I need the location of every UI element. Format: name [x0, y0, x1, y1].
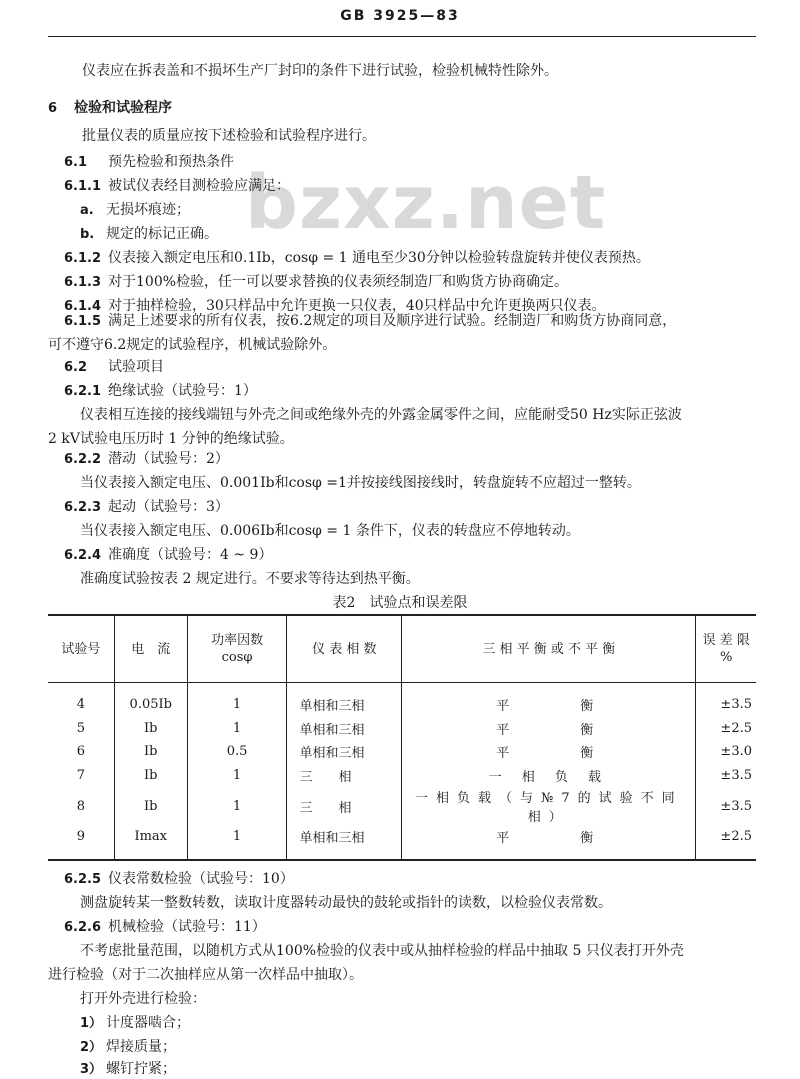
cell-test-no: 9: [48, 825, 114, 860]
cell-current: 0.05Ib: [114, 683, 187, 717]
text-line: [64, 450, 229, 469]
cell-power-factor: 1: [187, 717, 287, 741]
cell-error-limit: ±3.5: [696, 787, 756, 825]
text-line: [64, 153, 234, 172]
header-current: [114, 615, 187, 683]
text-line: [80, 474, 641, 492]
text-line: [64, 382, 257, 401]
cell-error-limit: ±3.5: [696, 764, 756, 788]
header-text: cosφ: [221, 650, 253, 665]
clause-text: 被试仪表经目测检验应满足：: [108, 178, 290, 194]
clause-text: 满足上述要求的所有仪表，按6.2规定的项目及顺序进行试验。经制造厂和购货方协商同意，: [108, 313, 677, 329]
cell-balance: 一 相 负 载: [402, 764, 696, 788]
clause-number: 6.1.5: [64, 314, 102, 329]
cell-phases: 单相和三相: [287, 717, 402, 741]
clause-number: 6.2: [64, 360, 88, 375]
text-line: [80, 1060, 176, 1079]
clause-text: 当仪表接入额定电压、0.001Ib和cosφ =1并按接线图接线时，转盘旋转不应超过一整转。: [80, 475, 641, 491]
cell-power-factor: 1: [187, 683, 287, 717]
cell-error-limit: ±2.5: [696, 825, 756, 860]
clause-text: 对于100%检验，任一可以要求替换的仪表须经制造厂和购货方协商确定。: [108, 274, 569, 290]
text-line: [80, 225, 218, 244]
text-line: [48, 430, 294, 448]
table-header-row: [48, 615, 756, 683]
text-line: [64, 177, 290, 196]
clause-number: 6.2.6: [64, 920, 102, 935]
cell-test-no: 4: [76, 697, 86, 713]
header-text: 电 流: [131, 641, 171, 657]
text-line: [48, 336, 336, 354]
table-row: [48, 764, 756, 788]
clause-number: 6.1.3: [64, 275, 102, 290]
clause-text: 准确度试验按表 2 规定进行。不要求等待达到热平衡。: [80, 571, 420, 587]
clause-text: 进行检验（对于二次抽样应从第一次样品中抽取）。: [48, 967, 363, 983]
clause-number: 6.2.1: [64, 384, 102, 399]
clause-text: 预先检验和预热条件: [108, 154, 234, 170]
header-phases: [287, 615, 402, 683]
header-text: 试验号: [61, 641, 101, 657]
text-line: [64, 312, 676, 331]
cell-current: Imax: [114, 825, 187, 860]
header-text: 误 差 限: [702, 633, 750, 648]
clause-text: 打开外壳进行检验：: [80, 991, 206, 1007]
clause-number: 6.1.4: [64, 299, 102, 314]
header-balance: [402, 615, 696, 683]
cell-power-factor: 0.5: [187, 740, 287, 764]
text-line: [64, 546, 272, 565]
cell-phases: 单相和三相: [287, 740, 402, 764]
cell-balance: 平 衡: [402, 683, 696, 717]
clause-text: 试验项目: [108, 359, 164, 375]
cell-error-limit: ±3.0: [696, 740, 756, 764]
text-line: [80, 201, 190, 220]
cell-power-factor: 1: [187, 825, 287, 860]
table-caption: 表2 试验点和误差限: [332, 595, 468, 611]
clause-text: 仪表相互连接的接线端钮与外壳之间或绝缘外壳的外露金属零件之间，应能耐受50 Hz实际正弦波: [80, 407, 682, 423]
cell-current: Ib: [114, 740, 187, 764]
text-line: [80, 942, 684, 960]
clause-number: 6.2.3: [64, 500, 102, 515]
cell-current: Ib: [114, 717, 187, 741]
clause-text: 仪表常数检验（试验号：10）: [108, 871, 294, 887]
cell-power-factor: 1: [187, 787, 287, 825]
clause-text: 测盘旋转某一整数转数，读取计度器转动最快的鼓轮或指针的读数，以检验仪表常数。: [80, 895, 612, 911]
cell-error-limit: ±2.5: [696, 717, 756, 741]
text-line: [80, 1014, 190, 1033]
clause-number: 6.1.1: [64, 179, 102, 194]
watermark: bzxz.net: [245, 160, 607, 246]
clause-text: 准确度（试验号：4 ~ 9）: [108, 547, 273, 563]
header-text: 功率因数: [211, 633, 264, 648]
header-rule: [48, 36, 756, 37]
cell-balance: 平 衡: [402, 740, 696, 764]
clause-number: 3）: [80, 1062, 103, 1077]
clause-text: 批量仪表的质量应按下述检验和试验程序进行。: [82, 128, 376, 144]
clause-text: 检验和试验程序: [74, 100, 172, 116]
clause-text: 机械检验（试验号：11）: [108, 919, 266, 935]
clause-text: 2 kV试验电压历时 1 分钟的绝缘试验。: [48, 431, 294, 447]
clause-number: 6.1.2: [64, 251, 102, 266]
header-text: 仪 表 相 数: [312, 641, 377, 657]
clause-number: 6.2.5: [64, 872, 102, 887]
cell-current: Ib: [114, 764, 187, 788]
header-text: 三 相 平 衡 或 不 平 衡: [482, 641, 616, 657]
text-line: [80, 522, 580, 540]
cell-test-no: 8: [76, 798, 86, 814]
text-line: [80, 1038, 176, 1057]
cell-current: Ib: [114, 787, 187, 825]
text-line: [80, 990, 206, 1008]
clause-number: 2）: [80, 1040, 103, 1055]
text-line: [64, 358, 164, 377]
clause-text: 绝缘试验（试验号：1）: [108, 383, 257, 399]
clause-text: 不考虑批量范围，以随机方式从100%检验的仪表中或从抽样检验的样品中抽取 5 只仪表打开外壳: [80, 943, 684, 959]
text-line: [48, 966, 363, 984]
text-line: [80, 570, 420, 588]
cell-phases: 单相和三相: [287, 825, 402, 860]
table-body: [48, 683, 756, 860]
cell-phases: 三 相: [287, 787, 402, 825]
header-text: %: [720, 650, 733, 665]
clause-number: b.: [80, 227, 95, 242]
table-row: [48, 740, 756, 764]
text-line: [82, 127, 376, 145]
cell-test-no: 6: [76, 744, 86, 760]
cell-phases: 单相和三相: [287, 683, 402, 717]
cell-power-factor: 1: [187, 764, 287, 788]
text-line: [64, 918, 266, 937]
clause-text: 仪表接入额定电压和0.1Ib，cosφ = 1 通电至少30分钟以检验转盘旋转并使仪表预热。: [108, 250, 650, 266]
clause-text: 可不遵守6.2规定的试验程序，机械试验除外。: [48, 337, 337, 353]
cell-test-no: 7: [76, 767, 86, 783]
table-row: [48, 717, 756, 741]
test-points-table: [48, 614, 756, 861]
header-error-limit: [696, 615, 756, 683]
text-line: [64, 249, 650, 268]
text-line: [80, 894, 612, 912]
clause-text: 无损坏痕迹；: [106, 202, 190, 218]
clause-number: a.: [80, 203, 94, 218]
text-line: [82, 62, 558, 80]
clause-number: 6.2.2: [64, 452, 102, 467]
text-line: [64, 870, 294, 889]
clause-text: 螺钉拧紧；: [106, 1061, 176, 1077]
clause-text: 当仪表接入额定电压、0.006Ib和cosφ = 1 条件下，仪表的转盘应不停地转动。: [80, 523, 580, 539]
cell-balance: 平 衡: [402, 825, 696, 860]
clause-text: 规定的标记正确。: [106, 226, 218, 242]
text-line: [48, 99, 172, 118]
text-line: [64, 273, 568, 292]
text-line: [80, 406, 682, 424]
cell-test-no: 5: [76, 720, 86, 736]
clause-text: 起动（试验号：3）: [108, 499, 229, 515]
header-power-factor: [187, 615, 287, 683]
cell-error-limit: ±3.5: [696, 683, 756, 717]
cell-balance: 平 衡: [402, 717, 696, 741]
clause-text: 计度器啮合；: [106, 1015, 190, 1031]
clause-text: 仪表应在拆表盖和不损坏生产厂封印的条件下进行试验，检验机械特性除外。: [82, 63, 558, 79]
text-line: [64, 498, 229, 517]
cell-balance: 一相负载（与№7的试验不同相）: [402, 787, 696, 825]
clause-number: 6.1: [64, 155, 88, 170]
cell-phases: 三 相: [287, 764, 402, 788]
clause-number: 6.2.4: [64, 548, 102, 563]
table-row: [48, 683, 756, 717]
page-header: GB 3925—83: [340, 8, 460, 24]
clause-text: 焊接质量；: [106, 1039, 176, 1055]
table-row: [48, 787, 756, 825]
table-row: [48, 825, 756, 860]
header-test-no: [48, 615, 114, 683]
clause-text: 潜动（试验号：2）: [108, 451, 229, 467]
clause-number: 6: [48, 101, 58, 116]
clause-text: 对于抽样检验，30只样品中允许更换一只仪表，40只样品中允许更换两只仪表。: [108, 298, 606, 314]
clause-number: 1）: [80, 1016, 103, 1031]
